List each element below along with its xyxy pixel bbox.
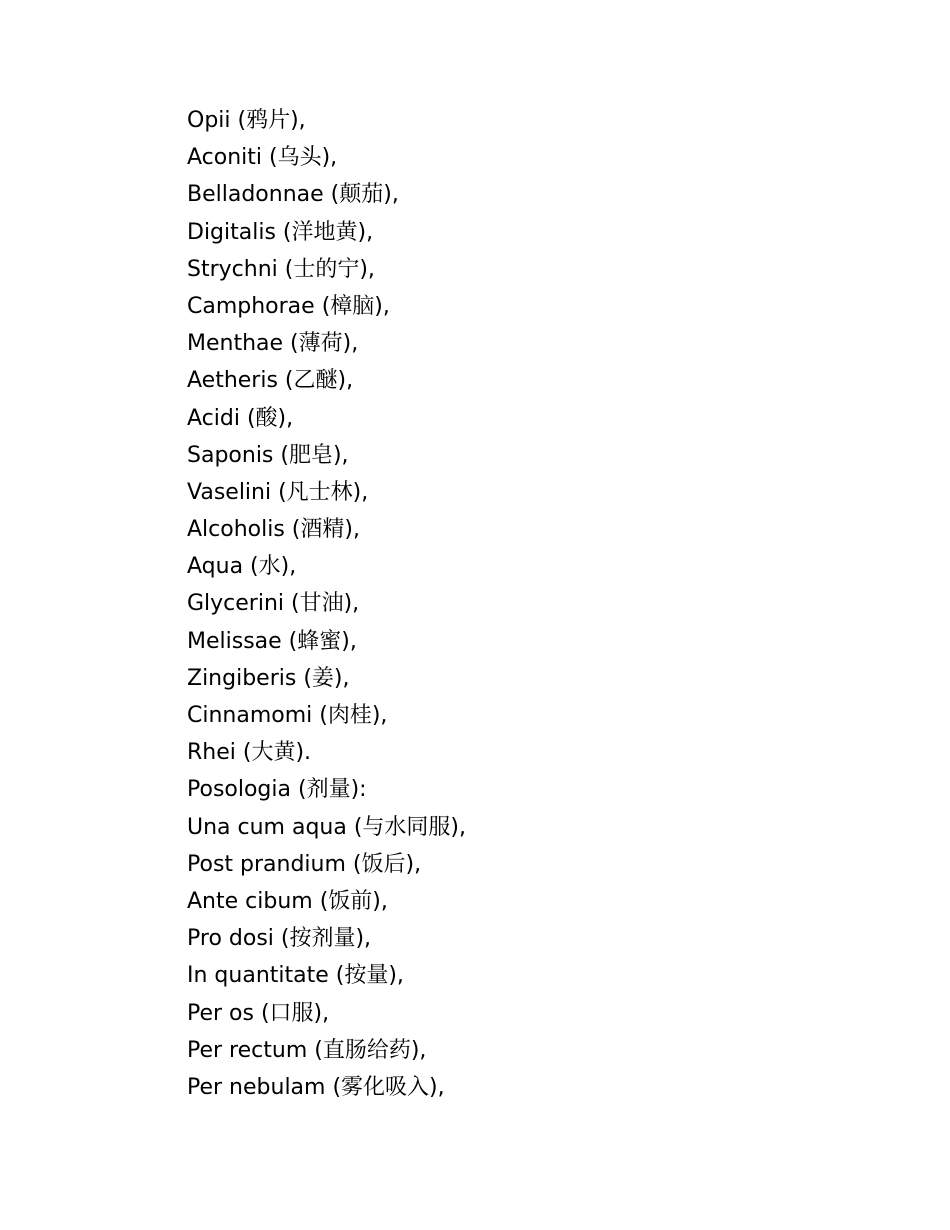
text-line: Aetheris (乙醚),	[187, 368, 354, 394]
text-line: Aconiti (乌头),	[187, 145, 338, 171]
text-line: Saponis (肥皂),	[187, 442, 349, 468]
text-line: Alcoholis (酒精),	[187, 517, 360, 543]
text-line: Opii (鸦片),	[187, 108, 306, 133]
text-line: Una cum aqua (与水同服),	[187, 814, 467, 840]
text-line: Acidi (酸),	[187, 405, 294, 431]
text-line: Camphorae (樟脑),	[187, 293, 390, 319]
text-line: Per rectum (直肠给药),	[187, 1037, 427, 1063]
term-list	[187, 102, 466, 1106]
text-line: Zingiberis (姜),	[187, 665, 350, 691]
text-line: In quantitate (按量),	[187, 963, 404, 989]
text-line: Cinnamomi (肉桂),	[187, 703, 388, 728]
text-line: Menthae (薄荷),	[187, 331, 359, 357]
text-line: Pro dosi (按剂量),	[187, 926, 372, 952]
text-line: Aqua (水),	[187, 554, 297, 580]
text-line: Vaselini (凡士林),	[187, 479, 369, 505]
text-line: Ante cibum (饭前),	[187, 888, 388, 914]
text-line: Per nebulam (雾化吸入),	[187, 1074, 445, 1100]
text-line: Post prandium (饭后),	[187, 851, 422, 877]
text-line: Glycerini (甘油),	[187, 591, 360, 617]
text-line: Belladonnae (颠茄),	[187, 182, 399, 208]
section-heading-posologia: Posologia (剂量):	[187, 777, 367, 803]
text-line: Per os (口服),	[187, 1000, 330, 1026]
text-line: Digitalis (洋地黄),	[187, 219, 374, 245]
text-line: Rhei (大黄).	[187, 740, 312, 766]
text-line: Melissae (蜂蜜),	[187, 628, 357, 654]
text-line: Strychni (士的宁),	[187, 256, 375, 282]
